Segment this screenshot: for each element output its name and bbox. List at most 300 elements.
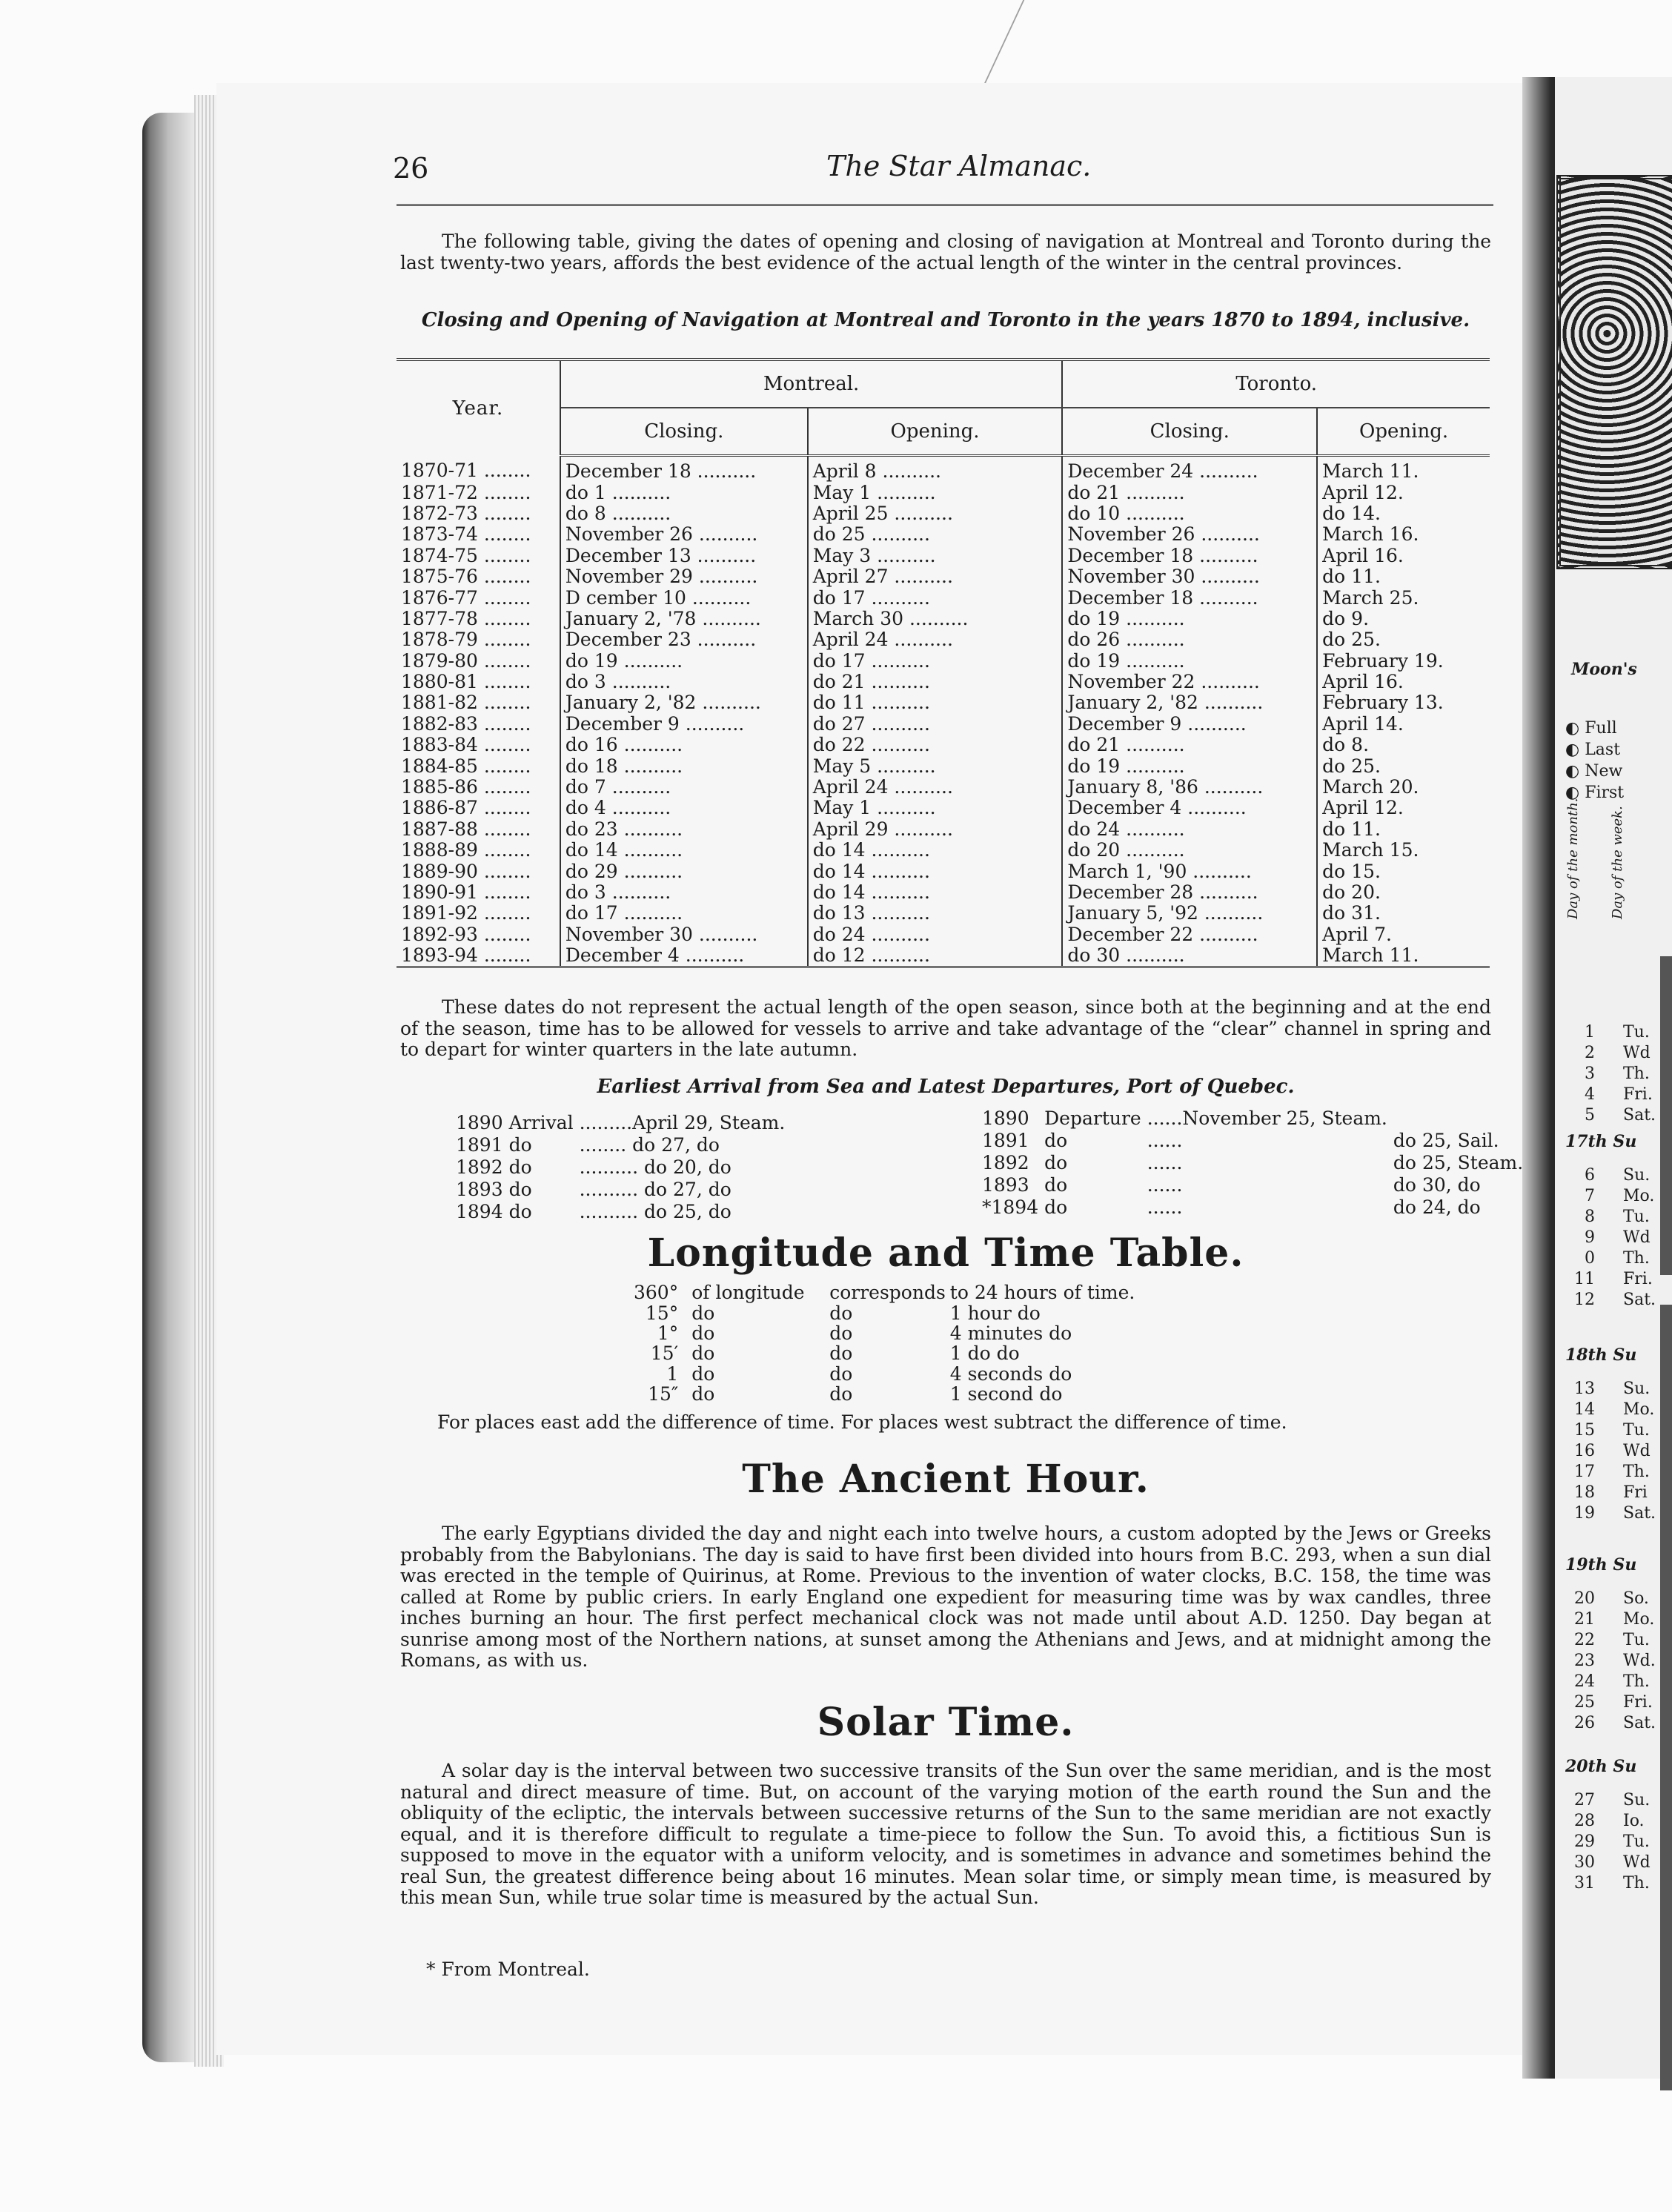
arrival-cell: do xyxy=(508,1134,532,1156)
year-cell: 1872-73 ........ xyxy=(401,503,531,524)
date-cell: November 26 .......... xyxy=(1062,524,1317,545)
longitude-cell: to 24 hours of time. xyxy=(949,1282,1135,1304)
calendar-weekday: Th. xyxy=(1623,1064,1650,1083)
calendar-weekday: Mo. xyxy=(1623,1187,1655,1205)
year-cell: 1871-72 ........ xyxy=(401,482,531,503)
arrival-row xyxy=(456,1112,791,1134)
table-row xyxy=(397,735,1490,755)
year-cell: 1870-71 ........ xyxy=(401,460,531,482)
toronto-opening-header: Opening. xyxy=(1317,408,1490,456)
arrival-cell: ........ do 27, do xyxy=(579,1134,720,1156)
longitude-cell: 15″ xyxy=(648,1383,679,1405)
calendar-day-number: 1 xyxy=(1585,1023,1595,1042)
navigation-table-body xyxy=(397,456,1490,967)
table-row xyxy=(397,819,1490,840)
date-cell: do 14 .......... xyxy=(560,840,808,861)
date-cell: May 1 .......... xyxy=(808,798,1063,818)
table-row xyxy=(397,882,1490,903)
year-cell: 1881-82 ........ xyxy=(401,692,531,714)
longitude-cell: do xyxy=(829,1383,853,1405)
ornament-border xyxy=(1556,175,1672,569)
date-cell: do 23 .......... xyxy=(560,819,808,840)
calendar-day-number: 14 xyxy=(1574,1400,1595,1419)
arrival-cell: do xyxy=(508,1156,532,1178)
calendar-day-number: 19 xyxy=(1574,1504,1595,1523)
longitude-row xyxy=(634,1384,1139,1404)
calendar-weekday: Mo. xyxy=(1623,1400,1655,1419)
week-label: 20th Su xyxy=(1565,1757,1637,1776)
calendar-day-number: 30 xyxy=(1574,1853,1595,1872)
header-rule xyxy=(397,204,1493,209)
table-row xyxy=(397,566,1490,587)
calendar-day-number: 9 xyxy=(1585,1228,1595,1247)
calendar-weekday: Io. xyxy=(1623,1812,1645,1830)
arrival-cell: .......... do 20, do xyxy=(579,1156,732,1178)
calendar-weekday: Sat. xyxy=(1623,1504,1656,1523)
date-cell: do 24 .......... xyxy=(1062,819,1317,840)
date-cell: do 3 .......... xyxy=(560,882,808,903)
date-cell: do 14 .......... xyxy=(808,861,1063,881)
date-cell: do 17 .......... xyxy=(560,903,808,924)
year-cell: 1880-81 ........ xyxy=(401,671,531,693)
date-cell: do 12 .......... xyxy=(808,945,1063,967)
date-cell: do 8 .......... xyxy=(560,503,808,524)
date-cell: do 20 .......... xyxy=(1062,840,1317,861)
longitude-cell: of longitude xyxy=(691,1282,805,1304)
date-cell: May 3 .......... xyxy=(808,546,1063,566)
arrival-cell: .........April 29, Steam. xyxy=(579,1112,786,1133)
longitude-cell: 15′ xyxy=(650,1342,679,1365)
longitude-cell: do xyxy=(691,1362,715,1385)
calendar-day-number: 8 xyxy=(1585,1208,1595,1226)
table-row xyxy=(397,798,1490,818)
departure-cell: ...... xyxy=(1147,1152,1183,1173)
date-cell: do 14. xyxy=(1317,503,1490,524)
calendar-day-number: 27 xyxy=(1574,1791,1595,1809)
year-cell: 1875-76 ........ xyxy=(401,566,531,588)
montreal-opening-header: Opening. xyxy=(808,408,1063,456)
year-cell: 1882-83 ........ xyxy=(401,713,531,735)
departure-cell: 1890 xyxy=(982,1107,1029,1129)
calendar-day-number: 3 xyxy=(1585,1064,1595,1083)
longitude-cell: do xyxy=(829,1362,853,1385)
date-cell: do 19 .......... xyxy=(1062,651,1317,672)
calendar-weekday: Wd xyxy=(1623,1228,1651,1247)
arrival-cell: do xyxy=(508,1179,532,1200)
calendar-day-number: 18 xyxy=(1574,1483,1595,1502)
date-cell: do 26 .......... xyxy=(1062,629,1317,650)
calendar-weekday: Fri. xyxy=(1623,1270,1653,1288)
table-row xyxy=(397,777,1490,798)
date-cell: December 18 .......... xyxy=(1062,546,1317,566)
arrival-cell: .......... do 27, do xyxy=(579,1179,732,1200)
year-cell: 1885-86 ........ xyxy=(401,776,531,798)
longitude-row xyxy=(634,1282,1139,1302)
date-cell: November 29 .......... xyxy=(560,566,808,587)
date-cell: do 19 .......... xyxy=(560,651,808,672)
calendar-day-number: 12 xyxy=(1574,1291,1595,1309)
arrival-row xyxy=(456,1156,791,1179)
date-cell: do 29 .......... xyxy=(560,861,808,881)
table-row xyxy=(397,903,1490,924)
calendar-day-number: 29 xyxy=(1574,1832,1595,1851)
date-cell: do 9. xyxy=(1317,609,1490,629)
page-number: 26 xyxy=(393,152,429,185)
date-cell: December 9 .......... xyxy=(560,714,808,735)
date-cell: do 21 .......... xyxy=(1062,735,1317,755)
arrival-cell: 1893 xyxy=(456,1179,503,1200)
date-cell: April 27 .......... xyxy=(808,566,1063,587)
calendar-column-head: Day of the week. xyxy=(1610,806,1625,919)
running-head: The Star Almanac. xyxy=(826,150,1092,182)
date-cell: April 24 .......... xyxy=(808,777,1063,798)
date-cell: December 18 .......... xyxy=(560,456,808,483)
date-cell: March 25. xyxy=(1317,587,1490,608)
table-row xyxy=(397,629,1490,650)
year-cell: 1877-78 ........ xyxy=(401,608,531,629)
table-row xyxy=(397,714,1490,735)
date-cell: March 11. xyxy=(1317,456,1490,483)
departure-cell: 24, do xyxy=(1421,1196,1481,1218)
ancient-hour-heading: The Ancient Hour. xyxy=(742,1457,1150,1502)
longitude-cell: do xyxy=(691,1322,715,1344)
date-cell: do 21 .......... xyxy=(808,672,1063,692)
date-cell: December 4 .......... xyxy=(1062,798,1317,818)
arrival-cell: .......... do 25, do xyxy=(579,1201,732,1222)
calendar-weekday: Th. xyxy=(1623,1249,1650,1268)
longitude-cell: 1 xyxy=(666,1362,679,1385)
calendar-weekday: Fri. xyxy=(1623,1085,1653,1104)
solar-time-text: A solar day is the interval between two successive transits of the Sun over the same meridian, and is the most natural and direct measure of time. But, on account of the varying motion of the earth round the Sun and the obliquity of the ecliptic, the intervals between successive returns of the Sun to the same meridian are not exactly equal, and it is therefore difficult to regulate a time-piece to follow the Sun. To avoid this, a fictitious Sun is supposed to move in the equator with a uniform velocity, and is sometimes in advance and sometimes behind the real Sun, the greatest difference being about 16 minutes. Mean solar time, or simply mean time, is measured by this mean Sun, while true solar time is measured by the actual Sun. xyxy=(400,1760,1491,1908)
departures-table xyxy=(982,1107,1529,1219)
date-cell: January 2, '82 .......... xyxy=(1062,692,1317,713)
calendar-day-number: 15 xyxy=(1574,1421,1595,1440)
intro-paragraph: The following table, giving the dates of opening and closing of navigation at Montreal and Toronto during the last twenty-two years, affords the best evidence of the actual length of the winter in the central provinces. xyxy=(400,231,1491,274)
date-cell: November 30 .......... xyxy=(1062,566,1317,587)
table-row xyxy=(397,755,1490,776)
year-cell: 1879-80 ........ xyxy=(401,650,531,672)
date-cell: do 19 .......... xyxy=(1062,755,1317,776)
date-cell: do 21 .......... xyxy=(1062,482,1317,503)
longitude-cell: do xyxy=(691,1383,715,1405)
arrival-cell: Arrival xyxy=(508,1112,574,1133)
date-cell: January 8, '86 .......... xyxy=(1062,777,1317,798)
footnote: * From Montreal. xyxy=(426,1958,590,1980)
navigation-table-caption: Closing and Opening of Navigation at Montreal and Toronto in the years 1870 to 1894, inclusive. xyxy=(421,309,1470,331)
date-cell: January 5, '92 .......... xyxy=(1062,903,1317,924)
arrival-cell: do xyxy=(508,1201,532,1222)
solar-time-heading: Solar Time. xyxy=(817,1700,1075,1745)
calendar-day-number: 22 xyxy=(1574,1631,1595,1649)
date-cell: do 30 .......... xyxy=(1062,945,1317,967)
year-header: Year. xyxy=(397,360,560,456)
year-cell: 1891-92 ........ xyxy=(401,903,531,924)
calendar-weekday: Fri xyxy=(1623,1483,1648,1502)
date-cell: December 28 .......... xyxy=(1062,882,1317,903)
week-label: 19th Su xyxy=(1565,1555,1637,1574)
date-cell: do 3 .......... xyxy=(560,672,808,692)
table-row xyxy=(397,945,1490,967)
departure-cell: 1893 xyxy=(982,1174,1029,1196)
calendar-column-bar xyxy=(1660,956,1672,1275)
date-cell: do 18 .......... xyxy=(560,755,808,776)
date-cell: November 30 .......... xyxy=(560,924,808,945)
year-cell: 1888-89 ........ xyxy=(401,840,531,861)
calendar-weekday: Sat. xyxy=(1623,1291,1656,1309)
table-row xyxy=(397,840,1490,861)
departure-cell: *1894 xyxy=(982,1196,1039,1218)
toronto-closing-header: Closing. xyxy=(1062,408,1317,456)
date-cell: February 19. xyxy=(1317,651,1490,672)
date-cell: April 24 .......... xyxy=(808,629,1063,650)
date-cell: do 16 .......... xyxy=(560,735,808,755)
date-cell: do 24 .......... xyxy=(808,924,1063,945)
week-label: 18th Su xyxy=(1565,1345,1637,1365)
calendar-weekday: Sat. xyxy=(1623,1714,1656,1732)
calendar-weekday: Wd xyxy=(1623,1853,1651,1872)
longitude-table xyxy=(634,1282,1139,1404)
departure-cell: 1892 xyxy=(982,1152,1029,1173)
departure-cell: do xyxy=(1044,1174,1068,1196)
table-row xyxy=(397,456,1490,483)
longitude-cell: 1 do do xyxy=(949,1342,1020,1365)
calendar-day-number: 5 xyxy=(1585,1106,1595,1125)
arrival-row xyxy=(456,1179,791,1201)
departure-cell: 25, Steam. xyxy=(1421,1152,1524,1173)
calendar-day-number: 2 xyxy=(1585,1044,1595,1062)
moons-phases-heading: Moon's xyxy=(1571,660,1637,679)
calendar-weekday: Th. xyxy=(1623,1874,1650,1893)
departure-cell: ......November 25, Steam. xyxy=(1147,1107,1387,1129)
longitude-row xyxy=(634,1323,1139,1343)
departure-row xyxy=(982,1196,1529,1219)
date-cell: do 14 .......... xyxy=(808,882,1063,903)
calendar-weekday: Wd xyxy=(1623,1442,1651,1460)
longitude-cell: corresponds xyxy=(829,1282,946,1304)
date-cell: do 14 .......... xyxy=(808,840,1063,861)
longitude-cell: 4 seconds do xyxy=(949,1362,1072,1385)
montreal-closing-header: Closing. xyxy=(560,408,808,456)
date-cell: April 8 .......... xyxy=(808,456,1063,483)
table-row xyxy=(397,609,1490,629)
dates-paragraph: These dates do not represent the actual length of the open season, since both at the beginning and at the end of the season, time has to be allowed for vessels to arrive and take advantage of the “clear” channel in spring and to depart for winter quarters in the late autumn. xyxy=(400,996,1491,1060)
year-cell: 1884-85 ........ xyxy=(401,755,531,777)
date-cell: March 11. xyxy=(1317,945,1490,967)
table-row xyxy=(397,482,1490,503)
year-cell: 1873-74 ........ xyxy=(401,524,531,546)
date-cell: do 25. xyxy=(1317,629,1490,650)
date-cell: April 14. xyxy=(1317,714,1490,735)
toronto-header: Toronto. xyxy=(1062,360,1490,408)
calendar-day-number: 7 xyxy=(1585,1187,1595,1205)
calendar-day-number: 21 xyxy=(1574,1610,1595,1629)
departure-cell: Departure xyxy=(1044,1107,1141,1129)
date-cell: do 25. xyxy=(1317,755,1490,776)
calendar-day-number: 4 xyxy=(1585,1085,1595,1104)
calendar-weekday: Su. xyxy=(1623,1166,1651,1185)
calendar-day-number: 6 xyxy=(1585,1166,1595,1185)
calendar-day-number: 16 xyxy=(1574,1442,1595,1460)
date-cell: January 2, '82 .......... xyxy=(560,692,808,713)
date-cell: February 13. xyxy=(1317,692,1490,713)
date-cell: do 4 .......... xyxy=(560,798,808,818)
year-cell: 1893-94 ........ xyxy=(397,945,560,967)
date-cell: do 17 .......... xyxy=(808,651,1063,672)
calendar-day-number: 23 xyxy=(1574,1652,1595,1670)
date-cell: do 25 .......... xyxy=(808,524,1063,545)
departure-row xyxy=(982,1174,1529,1196)
longitude-row xyxy=(634,1343,1139,1363)
navigation-table xyxy=(397,358,1490,968)
calendar-weekday: Tu. xyxy=(1623,1023,1650,1042)
date-cell: April 12. xyxy=(1317,482,1490,503)
calendar-column-bar xyxy=(1660,1305,1672,2090)
table-row xyxy=(397,546,1490,566)
quebec-caption: Earliest Arrival from Sea and Latest Departures, Port of Quebec. xyxy=(597,1076,1295,1098)
date-cell: December 23 .......... xyxy=(560,629,808,650)
calendar-weekday: Wd xyxy=(1623,1044,1651,1062)
calendar-weekday: Wd. xyxy=(1623,1652,1656,1670)
calendar-day-number: 26 xyxy=(1574,1714,1595,1732)
date-cell: April 25 .......... xyxy=(808,503,1063,524)
calendar-day-number: 0 xyxy=(1585,1249,1595,1268)
date-cell: December 22 .......... xyxy=(1062,924,1317,945)
arrival-row xyxy=(456,1201,791,1223)
departure-row xyxy=(982,1130,1529,1152)
date-cell: do 19 .......... xyxy=(1062,609,1317,629)
arrival-cell: 1894 xyxy=(456,1201,503,1222)
arrival-cell: 1892 xyxy=(456,1156,503,1178)
calendar-weekday: So. xyxy=(1623,1589,1649,1608)
date-cell: January 2, '78 .......... xyxy=(560,609,808,629)
ancient-hour-text: The early Egyptians divided the day and night each into twelve hours, a custom adopted by the Jews or Greeks probably from the Babylonians. The day is said to have first been divided into hours from B.C. 293, when a sun dial was erected in the temple of Quirinus, at Rome. Previous to the invention of water clocks, B.C. 158, the time was called at Rome by public criers. In early England one expedient for measuring time was by wax candles, three inches burning an hour. The first perfect mechanical clock was not made until about A.D. 1250. Day began at sunrise among most of the Northern nations, at sunset among the Athenians and Jews, and at midnight among the Romans, as with us. xyxy=(400,1523,1491,1671)
date-cell: do 11 .......... xyxy=(808,692,1063,713)
calendar-weekday: Sat. xyxy=(1623,1106,1656,1125)
longitude-cell: 15° xyxy=(645,1302,679,1324)
longitude-cell: do xyxy=(691,1302,715,1324)
table-row xyxy=(397,692,1490,713)
date-cell: May 5 .......... xyxy=(808,755,1063,776)
date-cell: do 11. xyxy=(1317,819,1490,840)
longitude-cell: 1 hour do xyxy=(949,1302,1041,1324)
date-cell: May 1 .......... xyxy=(808,482,1063,503)
departure-cell: do xyxy=(1393,1174,1416,1196)
date-cell: November 22 .......... xyxy=(1062,672,1317,692)
moon-phase: ◐ New xyxy=(1565,762,1623,781)
year-cell: 1886-87 ........ xyxy=(401,798,531,819)
date-cell: do 15. xyxy=(1317,861,1490,881)
date-cell: December 4 .......... xyxy=(560,945,808,967)
year-cell: 1889-90 ........ xyxy=(401,861,531,882)
date-cell: do 1 .......... xyxy=(560,482,808,503)
departure-cell: 25, Sail. xyxy=(1421,1130,1499,1151)
date-cell: March 15. xyxy=(1317,840,1490,861)
date-cell: December 13 .......... xyxy=(560,546,808,566)
calendar-day-number: 28 xyxy=(1574,1812,1595,1830)
departure-cell: do xyxy=(1044,1196,1068,1218)
calendar-weekday: Th. xyxy=(1623,1672,1650,1691)
date-cell: do 10 .......... xyxy=(1062,503,1317,524)
departure-cell: ...... xyxy=(1147,1196,1183,1218)
departure-cell: ...... xyxy=(1147,1130,1183,1151)
arrivals-table xyxy=(456,1112,791,1223)
calendar-weekday: Fri. xyxy=(1623,1693,1653,1712)
arrival-row xyxy=(456,1134,791,1156)
date-cell: March 30 .......... xyxy=(808,609,1063,629)
calendar-weekday: Mo. xyxy=(1623,1610,1655,1629)
departure-cell: do xyxy=(1393,1152,1416,1173)
date-cell: do 20. xyxy=(1317,882,1490,903)
table-row xyxy=(397,651,1490,672)
moon-phase: ◐ First xyxy=(1565,784,1625,802)
longitude-cell: 4 minutes do xyxy=(949,1322,1072,1344)
calendar-day-number: 17 xyxy=(1574,1463,1595,1481)
calendar-day-number: 31 xyxy=(1574,1874,1595,1893)
date-cell: December 24 .......... xyxy=(1062,456,1317,483)
calendar-column-head: Day of the month. xyxy=(1565,798,1581,919)
table-row xyxy=(397,503,1490,524)
longitude-row xyxy=(634,1364,1139,1384)
calendar-day-number: 25 xyxy=(1574,1693,1595,1712)
date-cell: do 22 .......... xyxy=(808,735,1063,755)
year-cell: 1878-79 ........ xyxy=(401,629,531,651)
date-cell: April 7. xyxy=(1317,924,1490,945)
calendar-weekday: Tu. xyxy=(1623,1631,1650,1649)
date-cell: April 16. xyxy=(1317,546,1490,566)
longitude-cell: do xyxy=(829,1302,853,1324)
departure-cell: do xyxy=(1044,1152,1068,1173)
departure-row xyxy=(982,1107,1529,1130)
arrival-cell: 1891 xyxy=(456,1134,503,1156)
table-row xyxy=(397,924,1490,945)
date-cell: do 11. xyxy=(1317,566,1490,587)
year-cell: 1874-75 ........ xyxy=(401,545,531,566)
calendar-weekday: Su. xyxy=(1623,1791,1651,1809)
calendar-weekday: Su. xyxy=(1623,1380,1651,1398)
table-row xyxy=(397,524,1490,545)
date-cell: do 27 .......... xyxy=(808,714,1063,735)
departure-cell: do xyxy=(1393,1196,1416,1218)
year-cell: 1887-88 ........ xyxy=(401,818,531,840)
calendar-day-number: 20 xyxy=(1574,1589,1595,1608)
longitude-row xyxy=(634,1302,1139,1322)
calendar-weekday: Tu. xyxy=(1623,1421,1650,1440)
departure-cell: do xyxy=(1044,1130,1068,1151)
longitude-cell: do xyxy=(829,1342,853,1365)
table-row xyxy=(397,672,1490,692)
longitude-note: For places east add the difference of time. For places west subtract the difference of time. xyxy=(437,1411,1287,1433)
arrival-cell: 1890 xyxy=(456,1112,503,1133)
year-cell: 1876-77 ........ xyxy=(401,587,531,609)
year-cell: 1890-91 ........ xyxy=(401,881,531,903)
longitude-cell: do xyxy=(829,1322,853,1344)
calendar-weekday: Th. xyxy=(1623,1463,1650,1481)
calendar-weekday: Tu. xyxy=(1623,1832,1650,1851)
week-label: 17th Su xyxy=(1565,1132,1637,1151)
date-cell: March 1, '90 .......... xyxy=(1062,861,1317,881)
departure-cell: 30, do xyxy=(1421,1174,1481,1196)
date-cell: do 13 .......... xyxy=(808,903,1063,924)
longitude-cell: 1° xyxy=(657,1322,679,1344)
date-cell: do 8. xyxy=(1317,735,1490,755)
departure-cell: 1891 xyxy=(982,1130,1029,1151)
moon-phase: ◐ Full xyxy=(1565,719,1617,738)
longitude-cell: do xyxy=(691,1342,715,1365)
calendar-weekday: Tu. xyxy=(1623,1208,1650,1226)
departure-cell: do xyxy=(1393,1130,1416,1151)
date-cell: do 7 .......... xyxy=(560,777,808,798)
longitude-cell: 360° xyxy=(634,1282,679,1304)
